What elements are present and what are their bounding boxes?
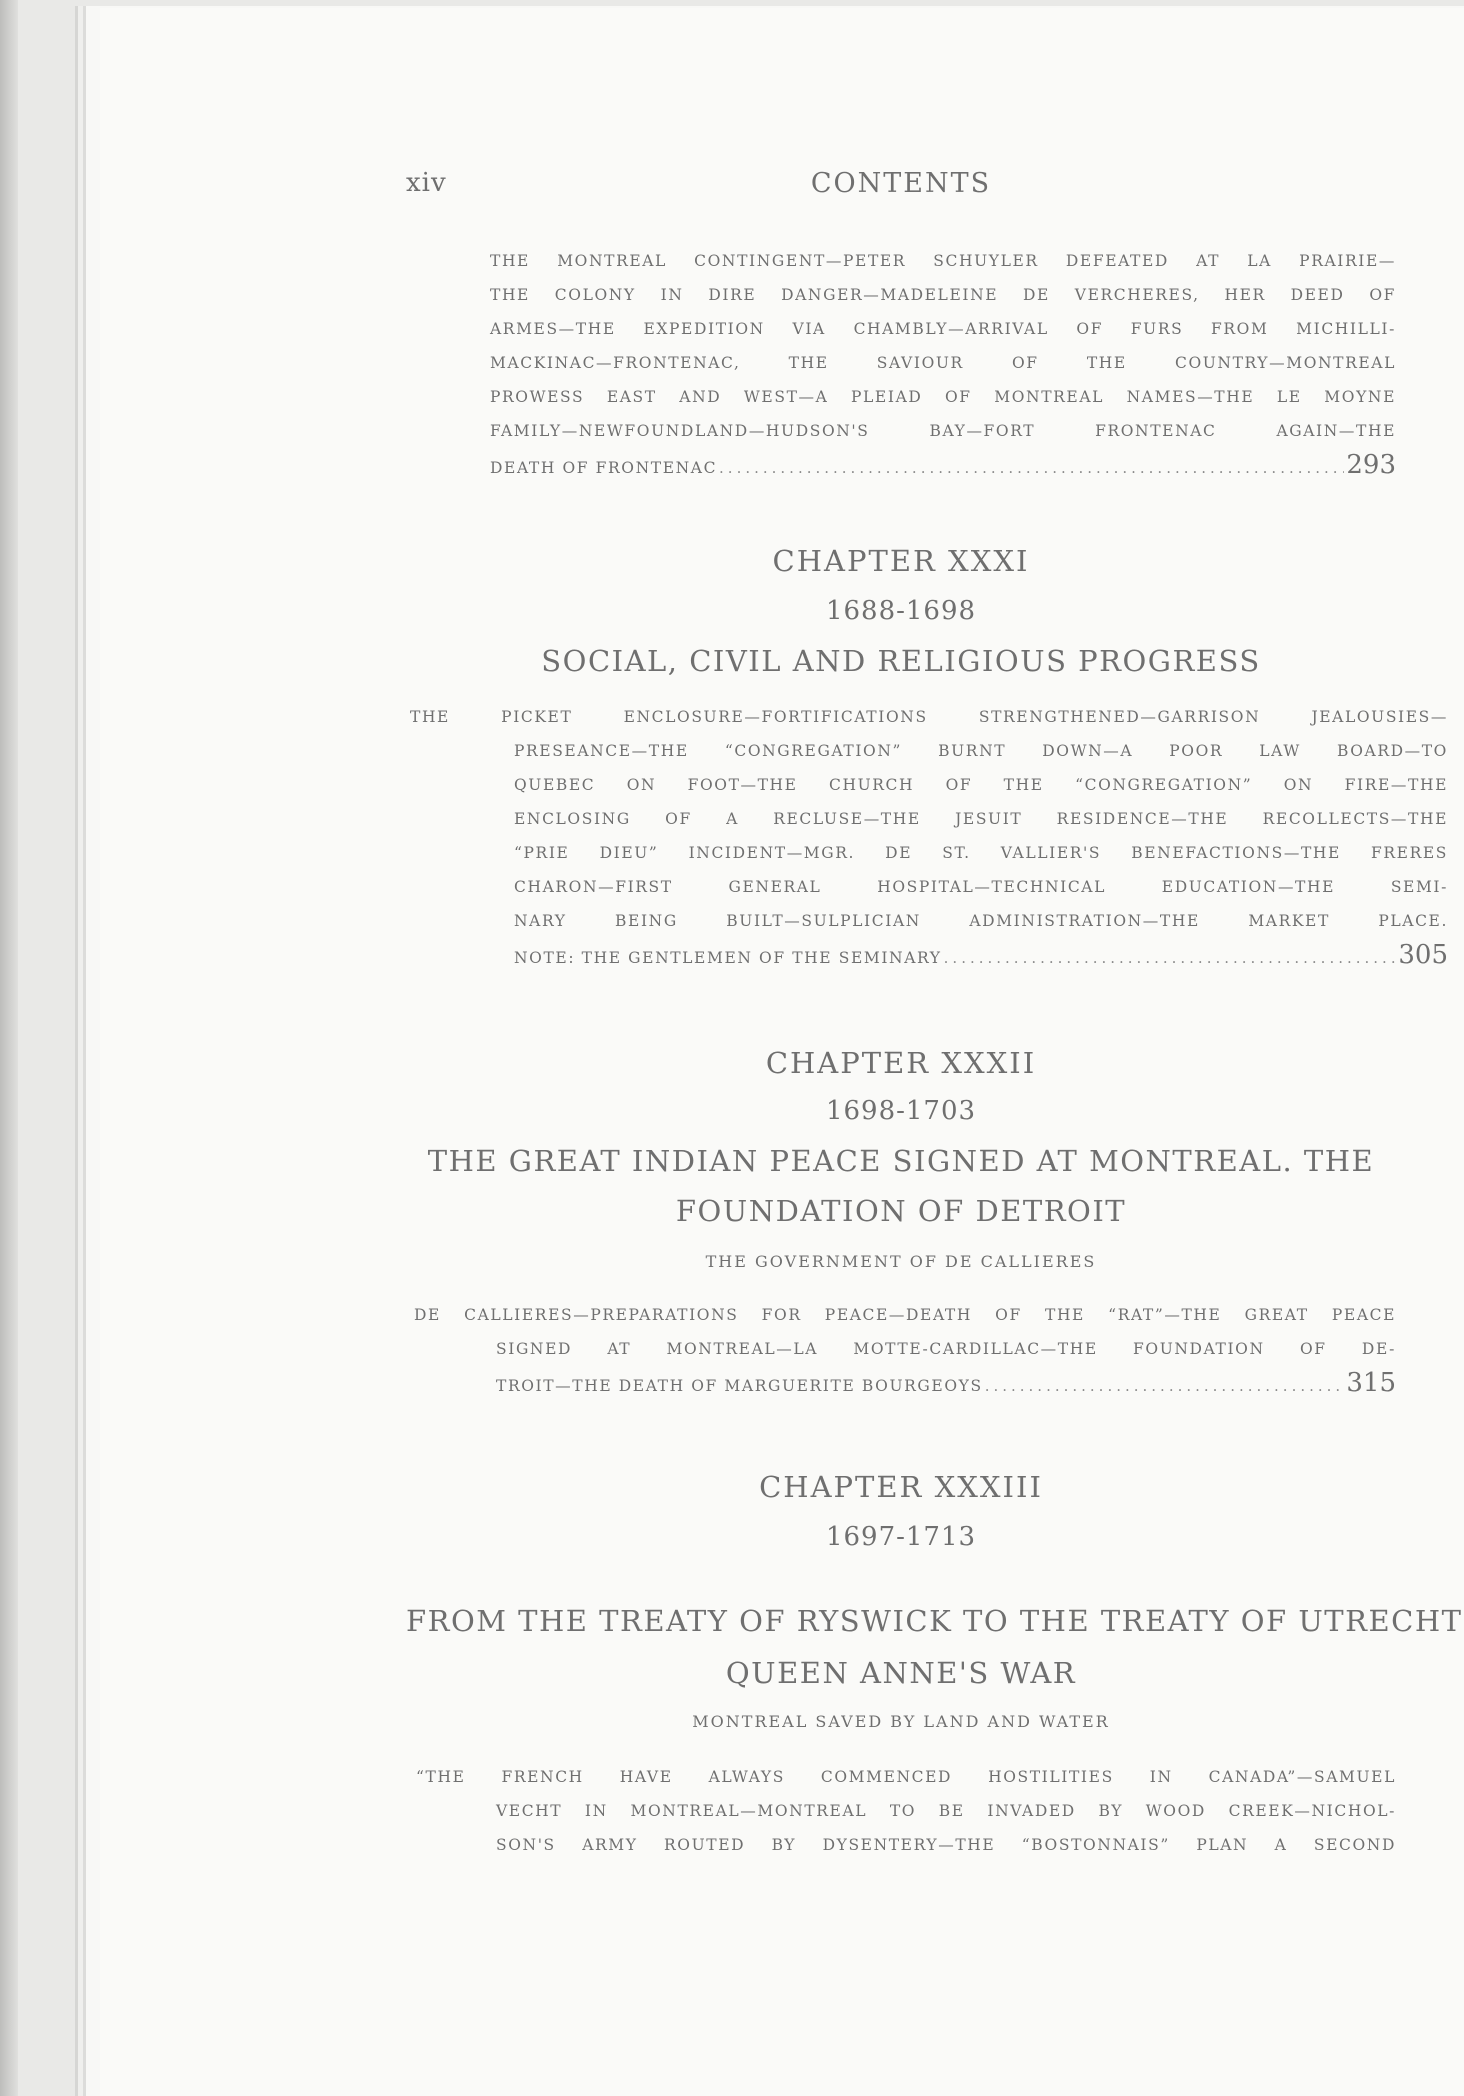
chapter-years: 1698-1703: [825, 1096, 977, 1126]
synopsis-line: FAMILY—NEWFOUNDLAND—HUDSON'S BAY—FORT FRONTENAC AGAIN—THE: [490, 422, 1396, 440]
synopsis-last-line: DEATH OF FRONTENAC: [490, 459, 718, 477]
synopsis-line: NARY BEING BUILT—SULPLICIAN ADMINISTRATION—THE MARKET PLACE.: [514, 912, 1448, 930]
synopsis-last-line: NOTE: THE GENTLEMEN OF THE SEMINARY: [514, 949, 942, 967]
synopsis-line: THE PICKET ENCLOSURE—FORTIFICATIONS STRENGTHENED—GARRISON JEALOUSIES—: [410, 708, 1448, 726]
chapter-synopsis: [414, 1298, 1396, 1403]
chapter-synopsis: [410, 700, 1448, 975]
page-folio: xiv: [406, 168, 447, 198]
dot-leader: [719, 451, 1344, 485]
chapter-number: CHAPTER XXXII: [765, 1046, 1037, 1080]
synopsis-line: SIGNED AT MONTREAL—LA MOTTE-CARDILLAC—THE FOUNDATION OF DE-: [496, 1340, 1396, 1358]
synopsis-line: CHARON—FIRST GENERAL HOSPITAL—TECHNICAL EDUCATION—THE SEMI-: [514, 878, 1448, 896]
synopsis-line: PRESEANCE—THE “CONGREGATION” BURNT DOWN—A POOR LAW BOARD—TO: [514, 742, 1448, 760]
chapter-title: SOCIAL, CIVIL AND RELIGIOUS PROGRESS: [541, 644, 1261, 678]
running-title: CONTENTS: [810, 168, 992, 199]
running-head: [406, 168, 1396, 208]
chapter-years: 1697-1713: [825, 1522, 977, 1552]
chapter-title: THE GREAT INDIAN PEACE SIGNED AT MONTREAL. THE: [427, 1144, 1375, 1178]
synopsis-line: MACKINAC—FRONTENAC, THE SAVIOUR OF THE COUNTRY—MONTREAL: [490, 354, 1396, 372]
chapter-synopsis: [416, 1760, 1396, 1862]
synopsis-line: “THE FRENCH HAVE ALWAYS COMMENCED HOSTILITIES IN CANADA”—SAMUEL: [416, 1768, 1396, 1786]
chapter-subtitle: MONTREAL SAVED BY LAND AND WATER: [692, 1712, 1110, 1731]
synopsis-line: VECHT IN MONTREAL—MONTREAL TO BE INVADED BY WOOD CREEK—NICHOL-: [496, 1802, 1396, 1820]
chapter-title: QUEEN ANNE'S WAR: [725, 1656, 1077, 1690]
synopsis-line: ENCLOSING OF A RECLUSE—THE JESUIT RESIDENCE—THE RECOLLECTS—THE: [514, 810, 1448, 828]
synopsis-line: QUEBEC ON FOOT—THE CHURCH OF THE “CONGREGATION” ON FIRE—THE: [514, 776, 1448, 794]
synopsis-line: ARMES—THE EXPEDITION VIA CHAMBLY—ARRIVAL OF FURS FROM MICHILLI-: [490, 320, 1396, 338]
chapter-number: CHAPTER XXXI: [772, 544, 1030, 578]
synopsis-line: THE MONTREAL CONTINGENT—PETER SCHUYLER DEFEATED AT LA PRAIRIE—: [490, 252, 1396, 270]
chapter-subtitle: THE GOVERNMENT OF DE CALLIERES: [705, 1252, 1097, 1271]
page-number: 315: [1346, 1368, 1396, 1398]
toc-entry-leader: [490, 448, 1396, 485]
dot-leader: [985, 1369, 1345, 1403]
synopsis-line: PROWESS EAST AND WEST—A PLEIAD OF MONTREAL NAMES—THE LE MOYNE: [490, 388, 1396, 406]
intro-synopsis: [490, 244, 1396, 485]
page-number: 293: [1346, 450, 1396, 480]
page-edge: [0, 0, 18, 2096]
chapter-number: CHAPTER XXXIII: [759, 1470, 1043, 1504]
synopsis-line: DE CALLIERES—PREPARATIONS FOR PEACE—DEATH OF THE “RAT”—THE GREAT PEACE: [414, 1306, 1396, 1324]
synopsis-line: “PRIE DIEU” INCIDENT—MGR. DE ST. VALLIER'S BENEFACTIONS—THE FRERES: [514, 844, 1448, 862]
toc-entry-leader: [496, 1366, 1396, 1403]
chapter-years: 1688-1698: [825, 596, 977, 626]
chapter-title: FROM THE TREATY OF RYSWICK TO THE TREATY OF UTRECHT: [406, 1604, 1463, 1638]
page-number: 305: [1398, 940, 1448, 970]
synopsis-last-line: TROIT—THE DEATH OF MARGUERITE BOURGEOYS: [496, 1377, 983, 1395]
chapter-title: FOUNDATION OF DETROIT: [675, 1194, 1127, 1228]
synopsis-line: THE COLONY IN DIRE DANGER—MADELEINE DE VERCHERES, HER DEED OF: [490, 286, 1396, 304]
synopsis-line: SON'S ARMY ROUTED BY DYSENTERY—THE “BOSTONNAIS” PLAN A SECOND: [496, 1836, 1396, 1854]
dot-leader: [944, 941, 1397, 975]
toc-entry-leader: [514, 938, 1448, 975]
